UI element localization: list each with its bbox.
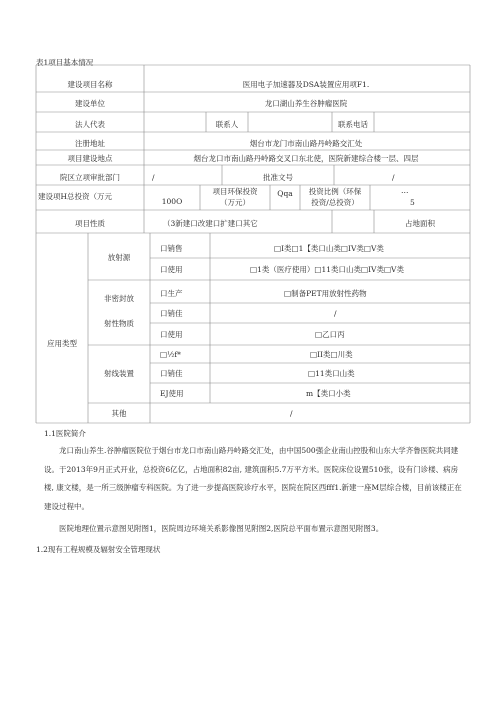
ratio-value-1: … <box>401 186 409 195</box>
app-type-label: 应用类型 <box>47 339 77 348</box>
approval-no-label: 批准文号 <box>263 173 293 182</box>
approval-no-value: / <box>392 173 395 182</box>
ray-produce-value: □II类□川类 <box>310 350 353 359</box>
total-invest-label: 建设项H总投资（万元 <box>38 192 113 201</box>
hospital-intro-paragraph: 龙口南山养生.谷肿瘤医院位于烟台市龙口市南山路丹岭路交汇处，由中国500强企业南山控股和山东大学齐鲁医院共同建设。于2013年9月正式开业，总投资6亿亿，占地面积82亩, 建筑面积5.7万平方米。医院床位设置510张，设有门诊楼、病房楼, 康文楼，是一所三级肿瘤专科医院。为了进一步提高医院诊疗水平，医院在院区西fff1.新建一座M层综合楼，目前该楼正在建设过程中。 <box>44 446 462 511</box>
env-invest-label-1: 项目环保投资 <box>212 187 258 196</box>
legal-rep-label: 法人代表 <box>75 120 105 129</box>
sources-label: 放射源 <box>107 253 131 262</box>
section-1-1-heading: 1.1医院简介 <box>44 429 86 438</box>
site-label: 项目建设地点 <box>67 154 113 163</box>
section-1-2-heading: 1.2现有工程规模及辐射安全管理现状 <box>36 545 161 554</box>
approval-dept-label: 院区立项审批部门 <box>60 173 120 182</box>
approval-dept-value: / <box>152 173 155 182</box>
ray-use-value: m【类口小类 <box>306 389 351 398</box>
ratio-label-1: 投资比例（环保 <box>308 187 362 196</box>
sources-use-value: □1类（医疗使用）□11类口山类□IV类□V类 <box>250 265 404 274</box>
project-name-value: 医用电子加速器及DSA装置应用项F1. <box>242 80 370 89</box>
ray-sale: 口销佳 <box>160 369 183 378</box>
other-value: / <box>290 409 293 418</box>
ray-use: EJ使用 <box>160 389 184 398</box>
sources-sale-value: □I类□1【类口山类□IV类□V类 <box>274 244 384 253</box>
reg-address-value: 烟台市龙门市南山路丹岭路交汇处 <box>249 139 363 148</box>
reg-address-label: 注册地址 <box>75 139 105 148</box>
total-invest-value: 100O <box>161 197 183 206</box>
area-label: 占地面积 <box>405 219 435 228</box>
unsealed-use-value: □乙口丙 <box>315 330 345 339</box>
unsealed-produce: 口生产 <box>160 289 183 298</box>
hospital-figures-paragraph: 医院地理位置示意图见附图1，医院周边环境关系影像图见附图2,医院总平面布置示意图见附图3。 <box>59 524 384 533</box>
nature-label: 项目性质 <box>75 219 105 228</box>
other-label: 其他 <box>111 409 127 418</box>
unsealed-sale: 口销佳 <box>160 309 183 318</box>
table-caption: 表1项目基本情况 <box>36 58 94 67</box>
ray-sale-value: □11类口山类 <box>308 369 355 378</box>
project-name-label: 建设项目名称 <box>67 80 113 89</box>
unsealed-use: 口使用 <box>160 330 183 339</box>
sources-use: 口使用 <box>160 265 183 274</box>
ray-label: 射线装置 <box>104 369 134 378</box>
sources-sale: 口销售 <box>160 244 183 253</box>
unsealed-produce-value: □制备PET用放射性药物 <box>284 289 367 298</box>
ratio-label-2: 投资/总投资） <box>311 198 359 207</box>
unit-value: 龙口湖山养生谷肿瘤医院 <box>264 99 348 108</box>
env-invest-label-2: （万元） <box>220 198 250 207</box>
contact-label: 联系人 <box>215 120 239 129</box>
unit-label: 建设单位 <box>75 99 105 108</box>
site-value: 烟台龙口市南山路丹岭路交叉口东北使，医院新建综合楼一层、四层 <box>193 154 419 163</box>
unsealed-label-2: 射性物质 <box>104 319 134 328</box>
env-invest-value: Qqa <box>277 189 293 198</box>
ray-produce: □½f* <box>160 350 181 359</box>
unsealed-sale-value: / <box>334 309 337 318</box>
phone-label: 联系电话 <box>338 120 368 129</box>
ratio-value-2: 5 <box>410 198 415 207</box>
unsealed-label-1: 非密封放 <box>104 294 134 303</box>
nature-value: （3新建口改建口扩建口其它 <box>163 219 258 228</box>
